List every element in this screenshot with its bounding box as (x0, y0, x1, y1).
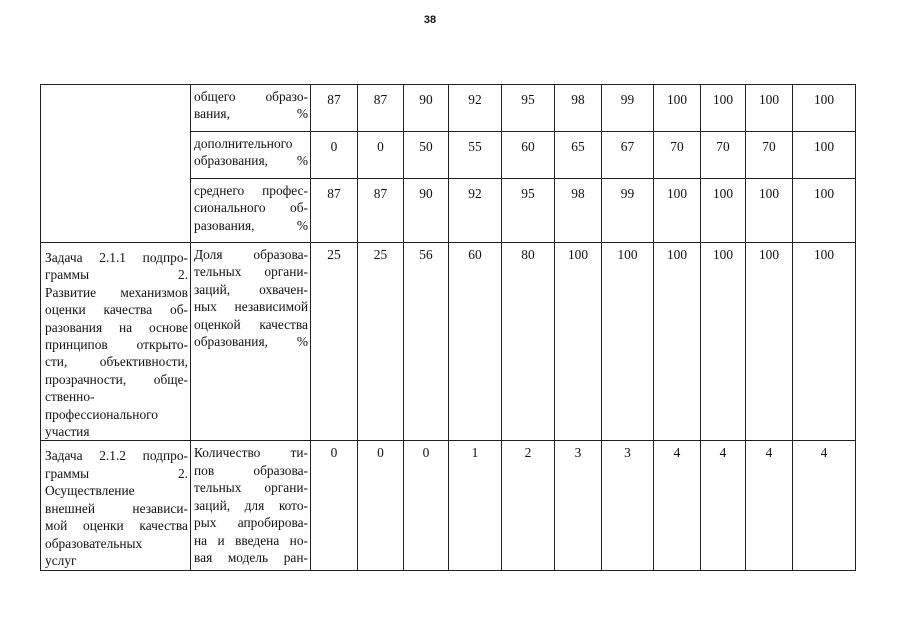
value-cell: 3 (555, 441, 602, 571)
value-cell: 4 (746, 441, 793, 571)
text-line: ственно- (45, 389, 95, 405)
text-line: Количество ти- (194, 445, 308, 461)
text-line: Доля образова- (194, 247, 308, 262)
text-line: тельных органи- (194, 264, 308, 280)
text-line: внешней независи- (45, 500, 188, 516)
value-cell: 4 (701, 441, 746, 571)
table-row (41, 441, 856, 571)
value-cell: 100 (746, 85, 793, 132)
value-cell: 100 (654, 85, 701, 132)
indicators-table (40, 84, 856, 571)
value-cell: 4 (654, 441, 701, 571)
indicator-cell (191, 179, 311, 243)
indicator-cell (191, 243, 311, 441)
value-cell: 4 (793, 441, 856, 571)
value-cell: 100 (793, 179, 856, 243)
text-line: образования, % (194, 153, 308, 169)
value-cell: 87 (358, 85, 404, 132)
value-cell: 2 (502, 441, 555, 571)
text-line: среднего профес- (194, 183, 308, 198)
value-cell: 100 (793, 85, 856, 132)
text-line: дополнительного (194, 136, 293, 151)
value-cell: 98 (555, 85, 602, 132)
value-cell: 50 (404, 132, 449, 179)
value-cell: 98 (555, 179, 602, 243)
text-line: граммы 2. (45, 465, 188, 481)
value-cell: 87 (311, 85, 358, 132)
value-cell: 87 (311, 179, 358, 243)
text-line: пов образова- (194, 462, 308, 478)
value-cell: 100 (654, 243, 701, 441)
value-cell: 100 (555, 243, 602, 441)
value-cell: 0 (404, 441, 449, 571)
value-cell: 100 (793, 243, 856, 441)
indicator-cell (191, 441, 311, 571)
value-cell: 100 (654, 179, 701, 243)
text-line: прозрачности, обще- (45, 371, 188, 387)
text-line: вая модель ран- (194, 549, 308, 565)
text-line: на и введена но- (194, 532, 308, 548)
value-cell: 60 (502, 132, 555, 179)
text-line: заций, охвачен- (194, 281, 308, 297)
table-row (41, 85, 856, 132)
value-cell: 92 (449, 179, 502, 243)
value-cell: 60 (449, 243, 502, 441)
value-cell: 65 (555, 132, 602, 179)
text-line: заций, для кото- (194, 497, 308, 513)
indicator-cell (191, 132, 311, 179)
task-cell (41, 441, 191, 571)
value-cell: 95 (502, 85, 555, 132)
text-line: рых апробирова- (194, 515, 308, 531)
value-cell: 0 (358, 132, 404, 179)
value-cell: 67 (602, 132, 654, 179)
value-cell: 70 (701, 132, 746, 179)
task-cell (41, 243, 191, 441)
text-line: граммы 2. (45, 267, 188, 283)
value-cell: 100 (701, 85, 746, 132)
value-cell: 92 (449, 85, 502, 132)
value-cell: 25 (311, 243, 358, 441)
value-cell: 70 (654, 132, 701, 179)
value-cell: 3 (602, 441, 654, 571)
text-line: мой оценки качества (45, 518, 188, 534)
text-line: сти, объективности, (45, 354, 188, 370)
value-cell: 0 (311, 132, 358, 179)
value-cell: 55 (449, 132, 502, 179)
text-line: общего образо- (194, 89, 308, 104)
text-line: образовательных (45, 535, 143, 551)
value-cell: 99 (602, 179, 654, 243)
text-line: разования, % (194, 217, 308, 233)
text-line: Развитие механизмов (45, 284, 188, 300)
value-cell: 100 (746, 179, 793, 243)
value-cell: 100 (793, 132, 856, 179)
text-line: принципов открыто- (45, 337, 188, 353)
text-line: образования, % (194, 334, 308, 350)
value-cell: 80 (502, 243, 555, 441)
value-cell: 100 (701, 243, 746, 441)
value-cell: 100 (701, 179, 746, 243)
text-line: Задача 2.1.1 подпро- (45, 250, 188, 265)
value-cell: 0 (311, 441, 358, 571)
value-cell: 90 (404, 179, 449, 243)
text-line: участия (45, 424, 90, 440)
value-cell: 70 (746, 132, 793, 179)
value-cell: 95 (502, 179, 555, 243)
value-cell: 100 (602, 243, 654, 441)
text-line: вания, % (194, 106, 308, 122)
table-body (41, 85, 856, 571)
text-line: ных независимой (194, 299, 308, 315)
value-cell: 0 (358, 441, 404, 571)
table-row (41, 243, 856, 441)
text-line: профессионального (45, 406, 158, 422)
value-cell: 56 (404, 243, 449, 441)
task-cell (41, 85, 191, 243)
text-line: Задача 2.1.2 подпро- (45, 448, 188, 464)
value-cell: 25 (358, 243, 404, 441)
value-cell: 90 (404, 85, 449, 132)
text-line: Осуществление (45, 483, 135, 499)
text-line: оценки качества об- (45, 302, 188, 318)
text-line: услуг (45, 552, 77, 568)
indicator-cell (191, 85, 311, 132)
text-line: сионального об- (194, 200, 308, 216)
text-line: тельных органи- (194, 480, 308, 496)
page-number: 38 (423, 14, 437, 26)
value-cell: 1 (449, 441, 502, 571)
value-cell: 87 (358, 179, 404, 243)
text-line: разования на основе (45, 319, 188, 335)
text-line: оценкой качества (194, 316, 308, 332)
value-cell: 99 (602, 85, 654, 132)
value-cell: 100 (746, 243, 793, 441)
